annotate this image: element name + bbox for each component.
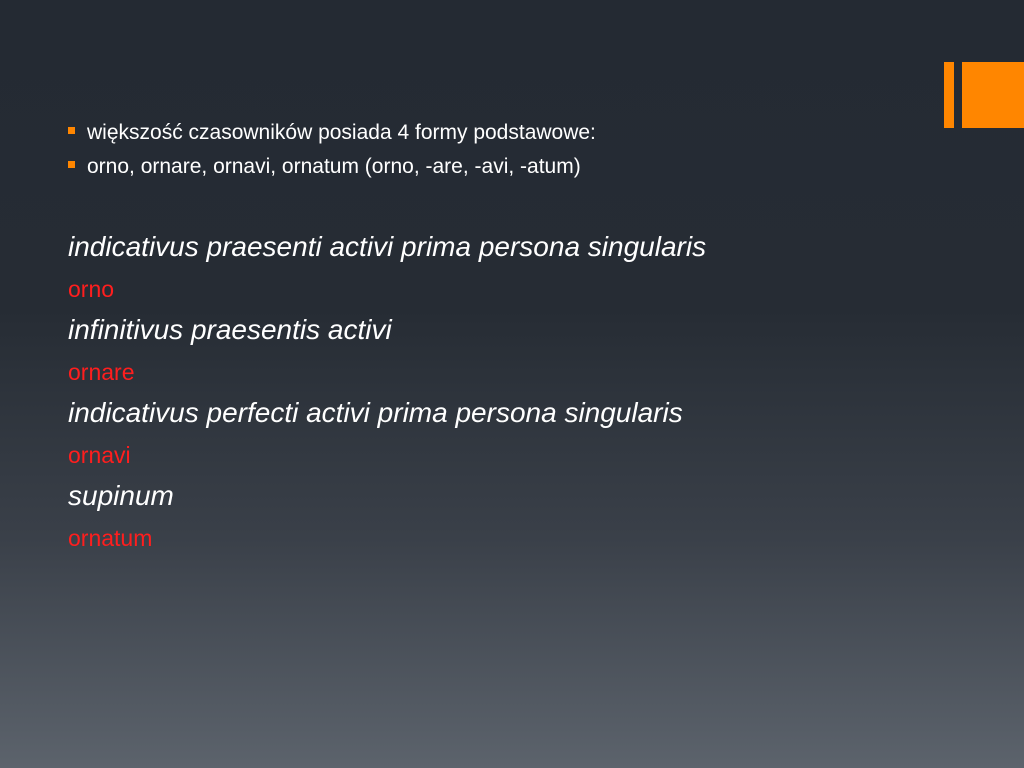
bullet-item xyxy=(68,150,596,184)
square-bullet-icon xyxy=(68,161,75,168)
bullet-item xyxy=(68,116,596,150)
form-name: indicativus perfecti activi prima persona singularis xyxy=(68,397,683,428)
form-value: ornatum xyxy=(68,525,153,551)
logo-block xyxy=(962,62,1024,128)
bullet-list xyxy=(68,116,596,184)
form-value: ornare xyxy=(68,359,135,385)
logo-bar xyxy=(944,62,954,128)
form-value: orno xyxy=(68,276,115,302)
bullet-text: orno, ornare, ornavi, ornatum (orno, -are, -avi, -atum) xyxy=(87,155,581,178)
form-name: infinitivus praesentis activi xyxy=(68,314,392,345)
square-bullet-icon xyxy=(68,127,75,134)
form-value: ornavi xyxy=(68,442,131,468)
form-name: indicativus praesenti activi prima persona singularis xyxy=(68,231,707,262)
form-name: supinum xyxy=(68,480,174,511)
verb-forms xyxy=(68,226,706,558)
bullet-text: większość czasowników posiada 4 formy podstawowe: xyxy=(87,121,596,144)
theme-logo-mark xyxy=(944,62,1024,128)
